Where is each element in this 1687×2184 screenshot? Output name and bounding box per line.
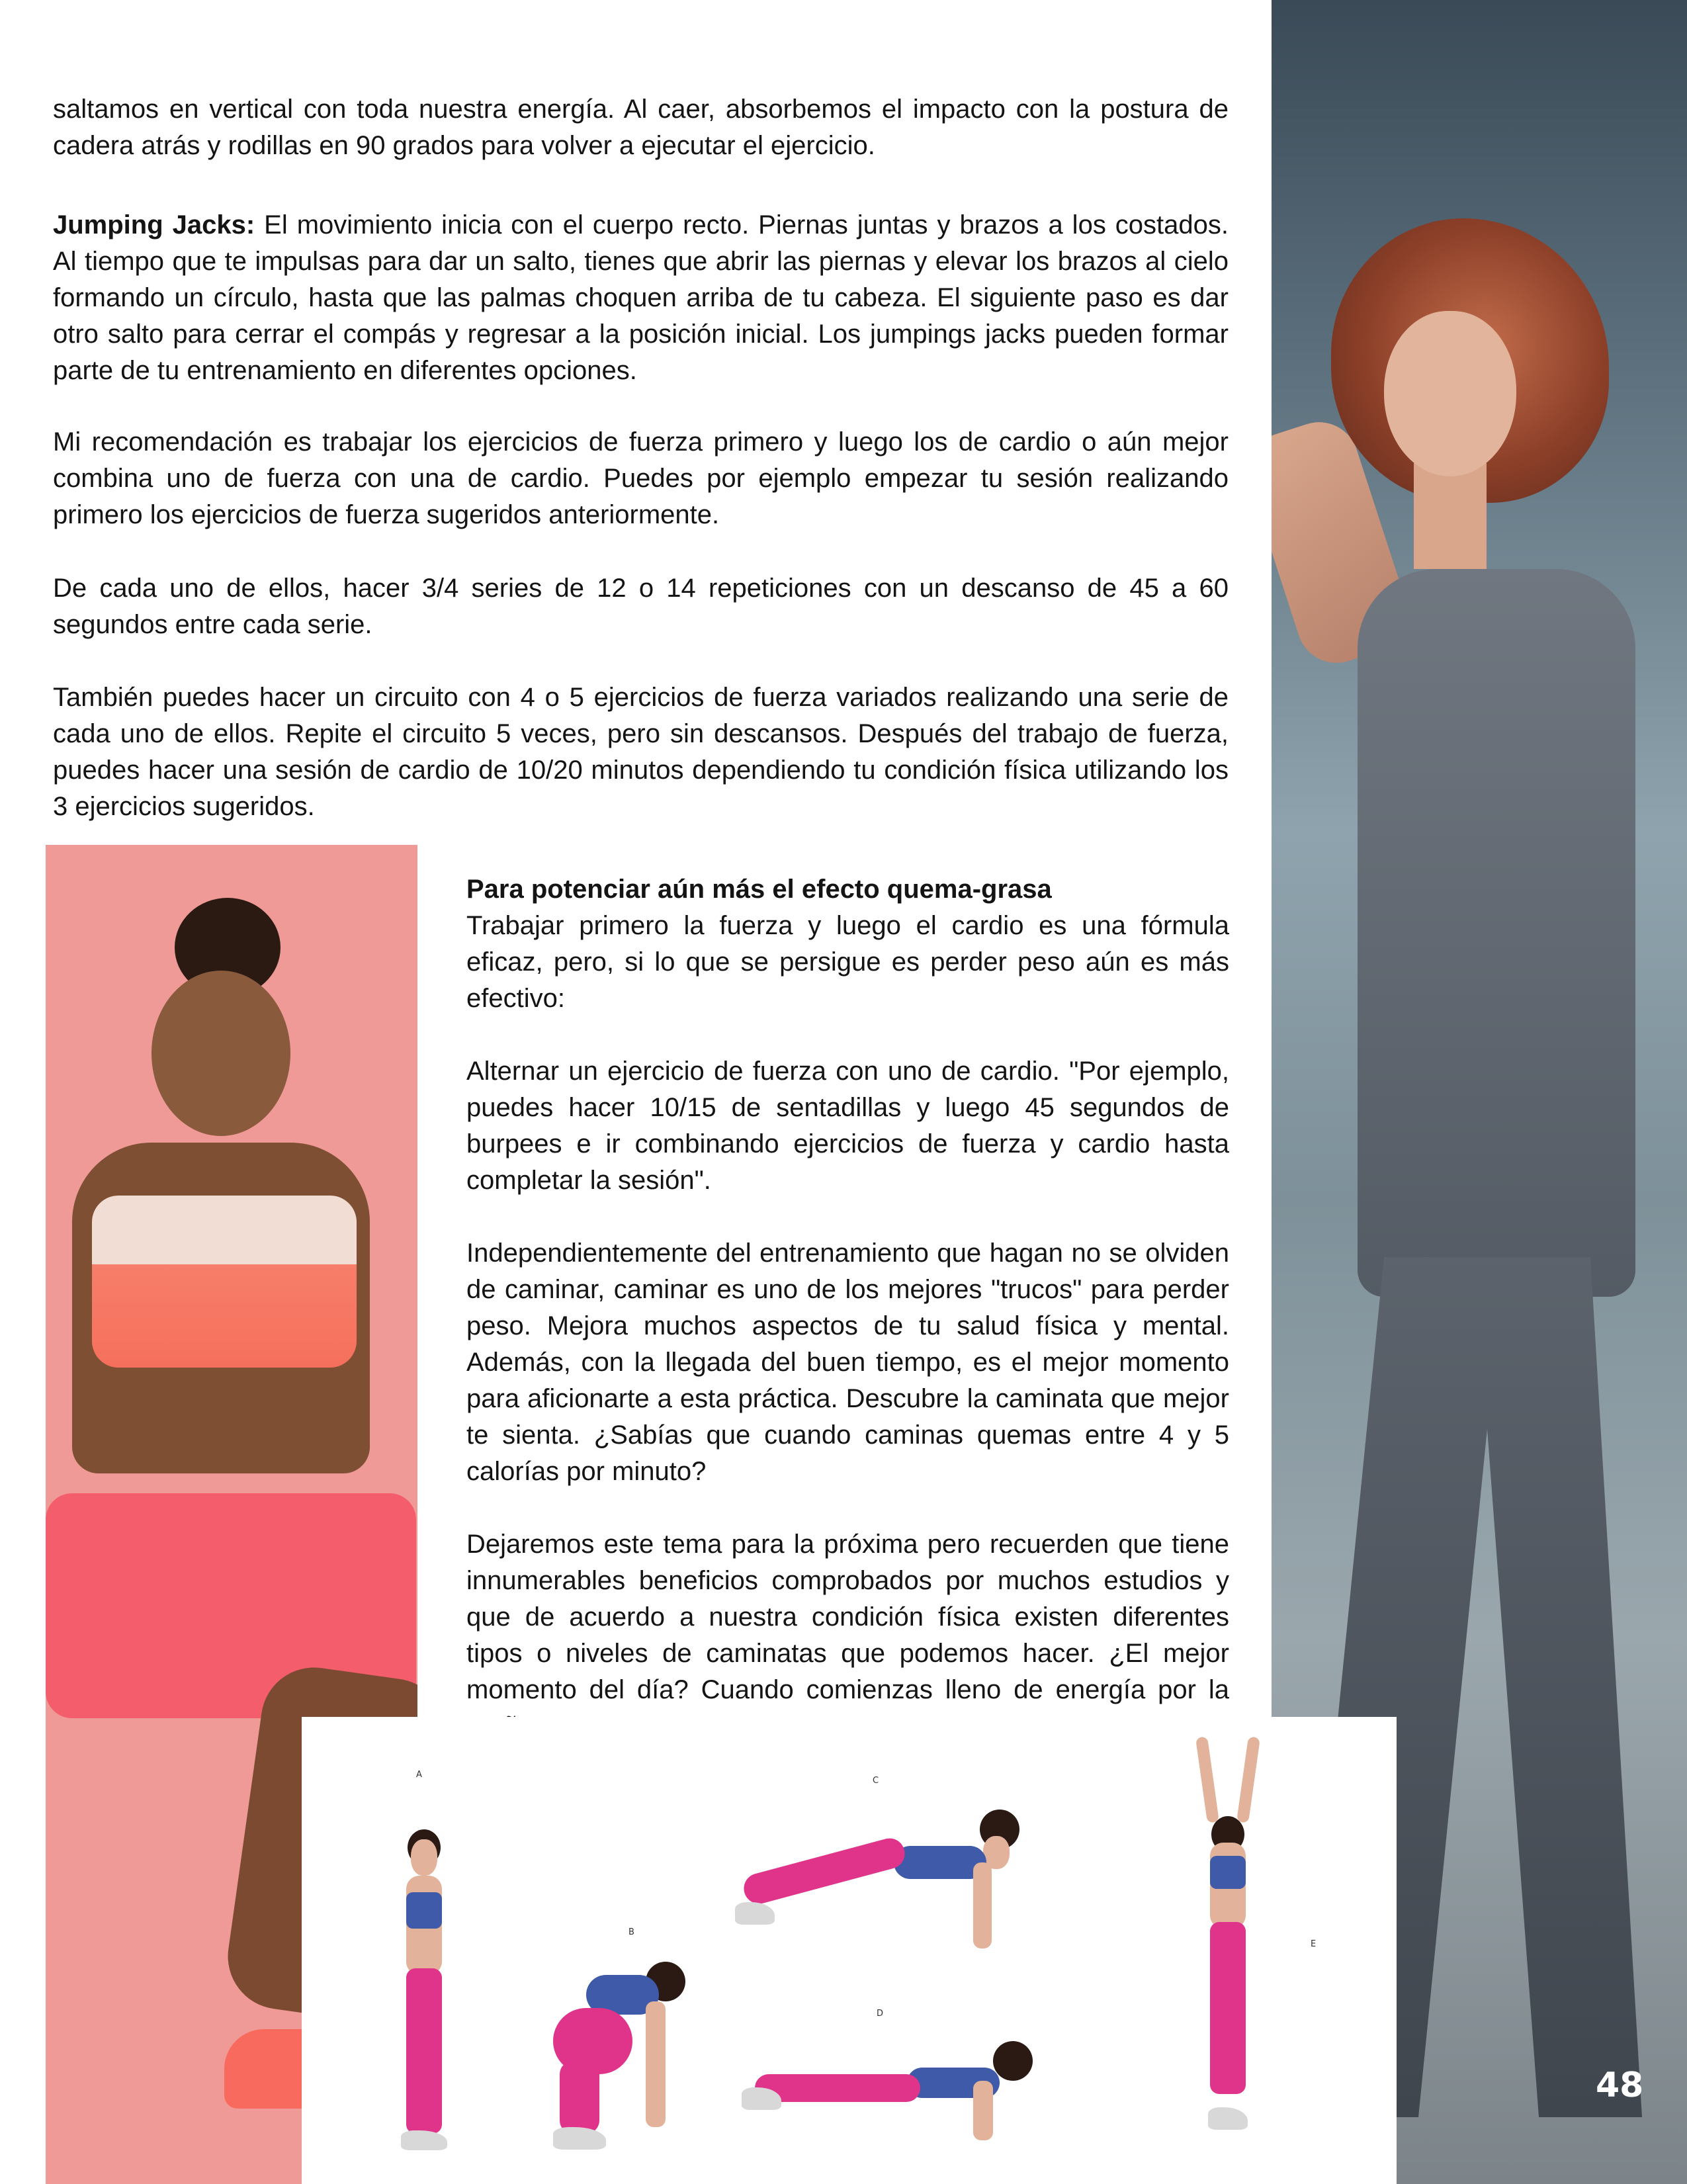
figure-e-jump	[1188, 1737, 1268, 2167]
paragraph-squat-jump-end: saltamos en vertical con toda nuestra energía. Al caer, absorbemos el impacto con la postura de cadera atrás y rodillas en 90 grados para volver a ejecutar el ejercicio.	[53, 95, 1229, 160]
section-paragraph-walking: Independientemente del entrenamiento que hagan no se olviden de caminar, caminar es uno de los mejores "trucos" para perder peso. Mejora muchos aspectos de tu salud física y mental. Además, con la llegada del buen tiempo, es el mejor momento para aficionarte a esta práctica. Descubre la caminata que mejor te sienta. ¿Sabías que cuando caminas quemas entre 4 y 5 calorías por minuto?	[466, 1239, 1229, 1486]
figure-label-c: C	[873, 1776, 879, 1786]
section-paragraph-conclusion: Dejaremos este tema para la próxima pero recuerden que tiene innumerables beneficios comprobados por muchos estudios y que de acuerdo a nuestra condición física existen diferentes tipos o niveles de caminatas que podemos hacer. ¿El mejor momento del día? Cuando comienzas lleno de energía por la	[466, 1530, 1229, 1704]
jumping-jacks-heading: Jumping Jacks:	[53, 210, 255, 240]
figure-c-plank	[735, 1810, 1019, 1955]
figure-label-a: A	[416, 1770, 422, 1780]
section-heading: Para potenciar aún más el efecto quema-grasa	[466, 875, 1052, 904]
paragraph-jumping-jacks	[53, 207, 1229, 389]
figure-label-e: E	[1311, 1939, 1317, 1949]
paragraph-recommendation: Mi recomendación es trabajar los ejercicios de fuerza primero y luego los de cardio o aún mejor combina uno de fuerza con una de cardio. Puedes por ejemplo empezar tu sesión realizando primero los ejercicios de fuerza sugeridos anteriormente.	[53, 427, 1229, 529]
figure-label-d: D	[877, 2009, 884, 2019]
section-paragraph-alternate: Alternar un ejercicio de fuerza con uno de cardio. "Por ejemplo, puedes hacer 10/15 de sentadillas y luego 45 segundos de burpees e ir combinando ejercicios de fuerza y cardio hasta completar la sesión".	[466, 1057, 1229, 1195]
section-intro: Trabajar primero la fuerza y luego el cardio es una fórmula eficaz, pero, si lo que se persigue es perder peso aún es más efectivo:	[466, 911, 1229, 1013]
figure-a-standing	[388, 1829, 460, 2160]
section-fat-burn	[466, 871, 1229, 1745]
page-number: 48	[1596, 2066, 1644, 2105]
paragraph-circuit: También puedes hacer un circuito con 4 o 5 ejercicios de fuerza variados realizando una serie de cada uno de ellos. Repite el circuito 5 veces, pero sin descansos. Después del trabajo de fuerza, puedes hacer una sesión de cardio de 10/20 minutos dependiendo tu condición física utilizando los 3 ejercicios sugeridos.	[53, 683, 1229, 821]
paragraph-series: De cada uno de ellos, hacer 3/4 series de 12 o 14 repeticiones con un descanso de 45 a 60 segundos entre cada serie.	[53, 574, 1229, 639]
burpee-sequence-figure	[302, 1717, 1397, 2184]
figure-label-b: B	[628, 1927, 634, 1937]
jumping-jacks-text: El movimiento inicia con el cuerpo recto. Piernas juntas y brazos a los costados. Al tiempo que te impulsas para dar un salto, tienes que abrir las piernas y elevar los brazos al cielo formando un círculo, hasta que las palmas choquen arriba de tu cabeza. El siguiente paso es dar otro salto para cerrar el compás y regresar a la posición inicial. Los jumpings jacks pueden formar parte de tu entrenamiento en diferentes opciones.	[53, 210, 1229, 385]
figure-b-crouch	[546, 1962, 712, 2160]
figure-d-pushup	[742, 2041, 1033, 2147]
